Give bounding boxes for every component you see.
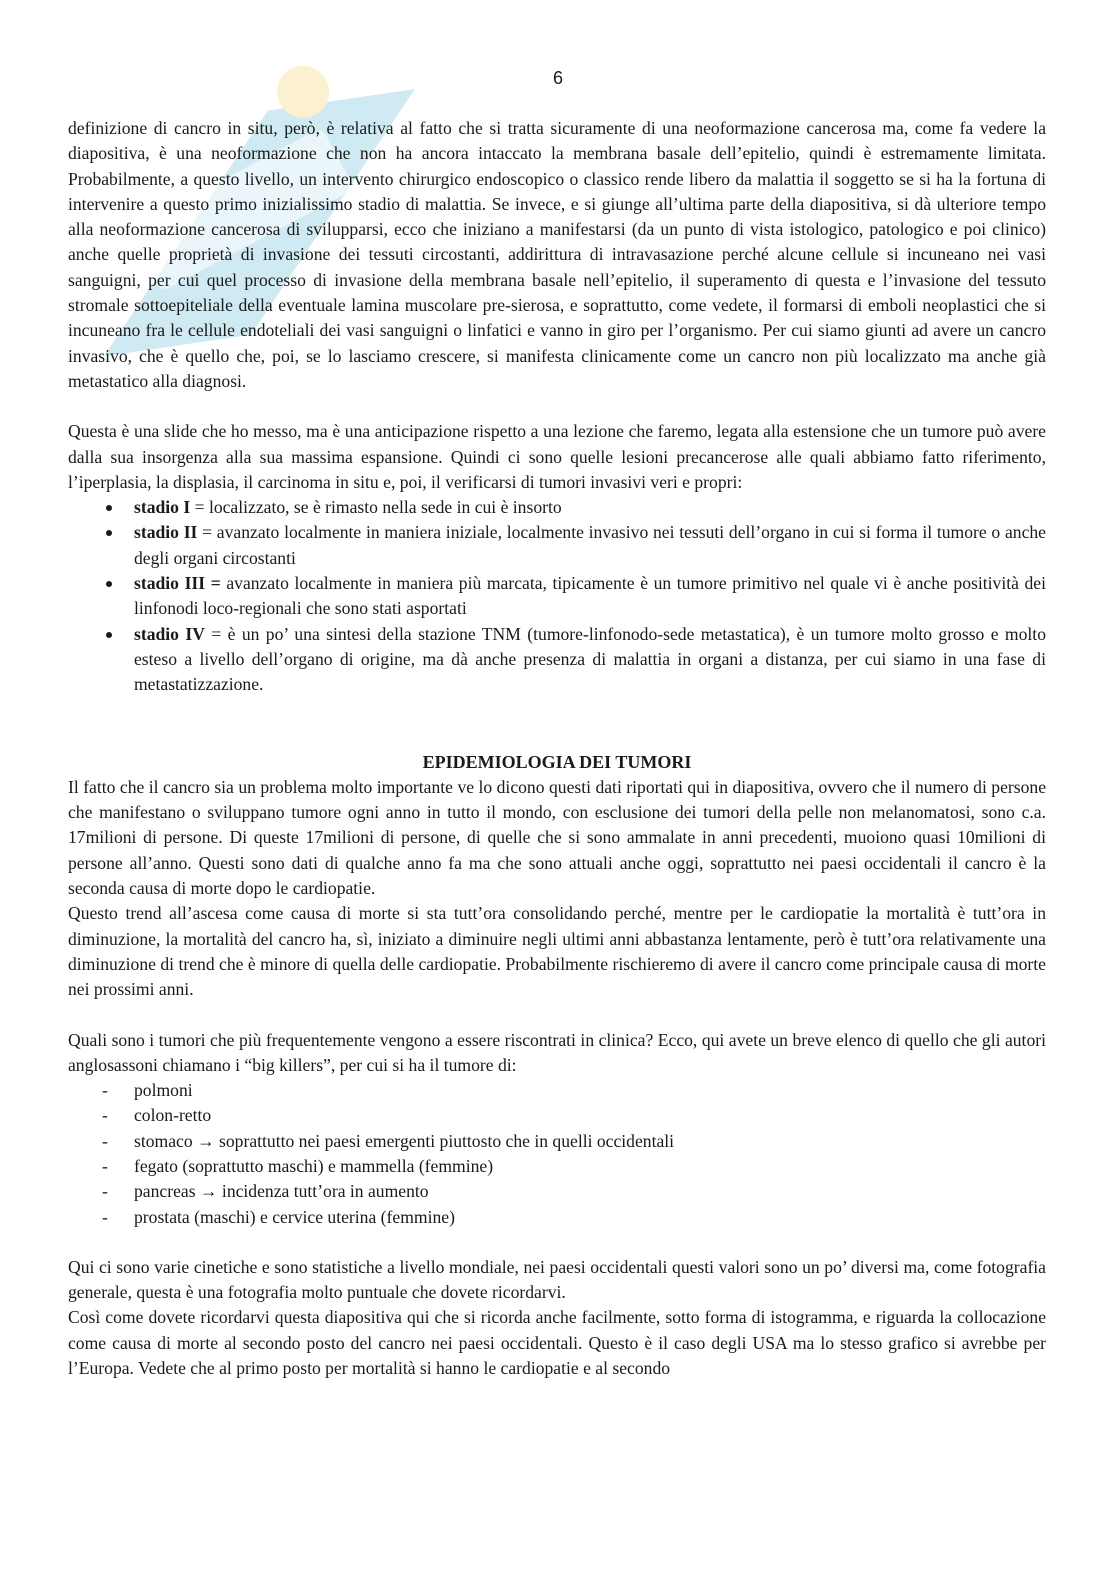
list-item: - colon-retto bbox=[68, 1103, 1046, 1128]
stage-label: stadio I bbox=[134, 497, 191, 518]
stage-label: stadio III = bbox=[134, 573, 221, 594]
list-item: stadio II = avanzato localmente in maniera iniziale, localmente invasivo nei tessuti dell’organo in cui si forma il tumore o anche degli organi circostanti bbox=[68, 520, 1046, 571]
document-body bbox=[68, 116, 1046, 1381]
list-item: stadio IV = è un po’ una sintesi della stazione TNM (tumore-linfonodo-sede metastatica), è un tumore molto grosso e molto esteso a livello dell’organo di origine, ma dà anche presenza di malattia in organi a distanza, per cui siamo in una fase di metastatizzazione. bbox=[68, 622, 1046, 698]
paragraph-histogram: Così come dovete ricordarvi questa diapositiva qui che si ricorda anche facilmente, sotto forma di istogramma, e riguarda la collocazione come causa di morte al secondo posto del cancro nei paesi occidentali. Questo è il caso degli USA ma lo stesso grafico si avrebbe per l’Europa. Vedete che al primo posto per mortalità si hanno le cardiopatie e al secondo bbox=[68, 1307, 1046, 1379]
paragraph-trend: Questo trend all’ascesa come causa di morte si sta tutt’ora consolidando perché, mentre per le cardiopatie la mortalità è tutt’ora in diminuzione, la mortalità del cancro ha, sì, iniziato a diminuire negli ultimi anni abbastanza lentamente, però è tutt’ora relativamente una diminuzione di trend che è minore di quella delle cardiopatie. Probabilmente rischieremo di avere il cancro come principale causa di morte nei prossimi anni. bbox=[68, 903, 1046, 1000]
paragraph-statistics: Qui ci sono varie cinetiche e sono statistiche a livello mondiale, nei paesi occidentali questi valori sono un po’ diversi ma, come fotografia generale, questa è una fotografia molto puntuale che dovete ricordarvi. bbox=[68, 1256, 1046, 1303]
list-item: - prostata (maschi) e cervice uterina (femmine) bbox=[68, 1205, 1046, 1230]
stages-list bbox=[68, 495, 1046, 697]
list-item: stadio III = avanzato localmente in maniera più marcata, tipicamente è un tumore primitivo nel quale vi è anche positività dei linfonodi loco-regionali che sono stati asportati bbox=[68, 571, 1046, 622]
big-killers-list bbox=[68, 1078, 1046, 1230]
page-number: 6 bbox=[552, 68, 563, 88]
stage-label: stadio II bbox=[134, 522, 198, 543]
list-item: stadio I = localizzato, se è rimasto nella sede in cui è insorto bbox=[68, 495, 1046, 520]
list-item: - stomaco → soprattutto nei paesi emergenti piuttosto che in quelli occidentali bbox=[68, 1129, 1046, 1154]
list-item: - fegato (soprattutto maschi) e mammella (femmine) bbox=[68, 1154, 1046, 1179]
stage-label: stadio IV bbox=[134, 623, 205, 644]
paragraph-cancer-in-situ: definizione di cancro in situ, però, è relativa al fatto che si tratta sicuramente di una neoformazione cancerosa ma, come fa vedere la diapositiva, è una neoformazione che non ha ancora intaccato la membrana basale dell’epitelio, quindi è estremamente limitata. Probabilmente, a questo livello, un intervento chirurgico endoscopico o classico rende libero da malattia il soggetto se si ha la fortuna di intervenire a questo primo inizialissimo stadio di malattia. Se invece, e si giunge all’ultima parte della diapositiva, si dà ulteriore tempo alla neoformazione cancerosa di svilupparsi, ecco che iniziano a manifestarsi (da un punto di vista istologico, patologico e poi clinico) anche quelle proprietà di invasione dei tessuti circostanti, addirittura di intravasazione perché alcune cellule si incuneano nei vasi sanguigni, per cui quel processo di invasione della membrana basale nell’epitelio, il superamento di questa e l’invasione del tessuto stromale sottoepiteliale della eventuale lamina muscolare pre-sierosa, e soprattutto, come vedete, il formarsi di emboli neoplastici che si incuneano fra le cellule endoteliali dei vasi sanguigni o linfatici e vanno in giro per l’organismo. Per cui siamo giunti ad avere un cancro invasivo, che è quello che, poi, se lo lasciamo crescere, si manifesta clinicamente come un cancro non più localizzato ma anche già metastatico alla diagnosi. bbox=[68, 118, 1046, 391]
section-title: EPIDEMIOLOGIA DEI TUMORI bbox=[422, 751, 692, 772]
list-item: - pancreas → incidenza tutt’ora in aumento bbox=[68, 1179, 1046, 1204]
list-item: - polmoni bbox=[68, 1078, 1046, 1103]
paragraph-epidemiology: Il fatto che il cancro sia un problema molto importante ve lo dicono questi dati riportati qui in diapositiva, ovvero che il numero di persone che manifestano o sviluppano tumore ogni anno in tutto il mondo, con esclusione dei tumori della pelle non melanomatosi, sono c.a. 17milioni di persone. Di queste 17milioni di persone, di quelle che si sono ammalate in anni precedenti, muoiono quasi 10milioni di persone all’anno. Questi sono dati di qualche anno fa ma che sono attuali anche oggi, soprattutto nei paesi occidentali il cancro è la seconda causa di morte dopo le cardiopatie. bbox=[68, 776, 1046, 899]
paragraph-tumor-extension: Questa è una slide che ho messo, ma è una anticipazione rispetto a una lezione che faremo, legata alla estensione che un tumore può avere dalla sua insorgenza alla sua massima espansione. Quindi ci sono quelle lesioni precancerose alle quali abbiamo fatto riferimento, l’iperplasia, la displasia, il carcinoma in situ e, poi, il verificarsi di tumori invasivi veri e propri: bbox=[68, 421, 1046, 492]
paragraph-big-killers-intro: Quali sono i tumori che più frequentemente vengono a essere riscontrati in clinica? Ecco, qui avete un breve elenco di quello che gli autori anglosassoni chiamano i “big killers”, per cui si ha il tumore di: bbox=[68, 1029, 1046, 1075]
